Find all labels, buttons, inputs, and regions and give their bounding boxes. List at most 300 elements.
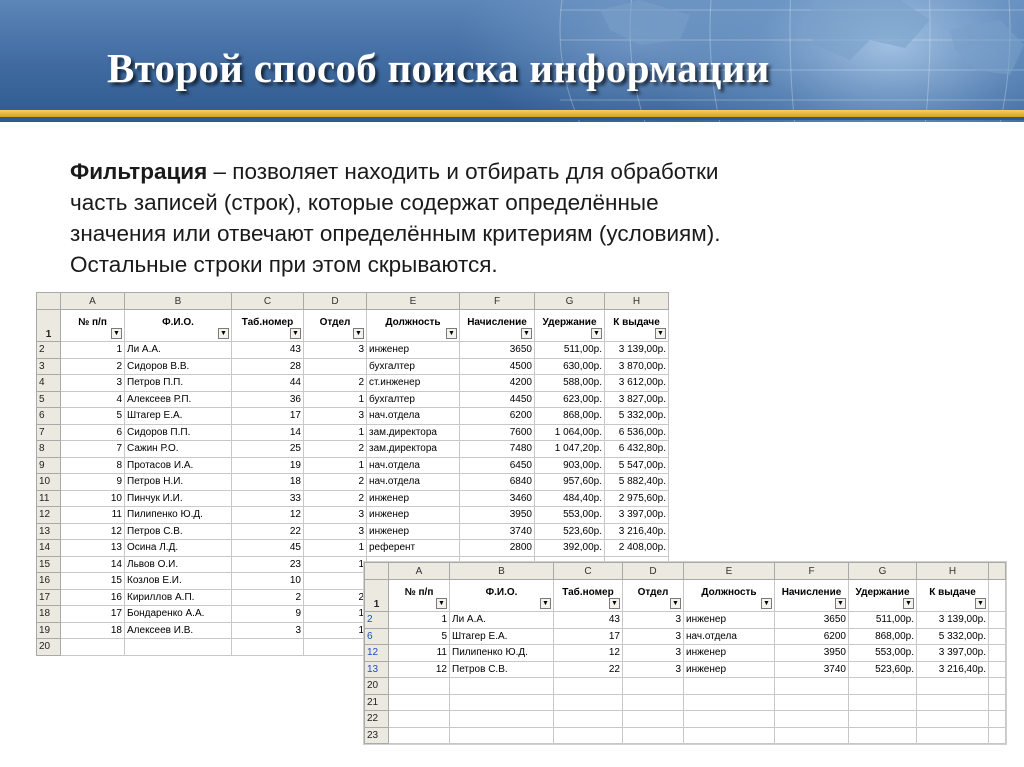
table-cell[interactable]: нач.отдела: [367, 474, 460, 491]
table-cell[interactable]: [61, 639, 125, 656]
table-cell[interactable]: 3: [623, 612, 684, 629]
column-header: [535, 310, 605, 342]
table-cell[interactable]: 11: [61, 507, 125, 524]
table-cell[interactable]: Пилипенко Ю.Д.: [450, 645, 554, 662]
table-cell[interactable]: 3 827,00р.: [605, 391, 669, 408]
table-cell[interactable]: 45: [232, 540, 304, 557]
paragraph-line-1-rest: – позволяет находить и отбирать для обработки: [207, 159, 719, 184]
table-cell[interactable]: 4200: [460, 375, 535, 392]
filter-dropdown-icon[interactable]: ▼: [353, 328, 364, 339]
table-cell[interactable]: Петров С.В.: [125, 523, 232, 540]
column-letter-b[interactable]: B: [450, 563, 554, 580]
row-number[interactable]: 3: [37, 358, 61, 375]
filter-dropdown-icon[interactable]: ▼: [290, 328, 301, 339]
table-cell[interactable]: [232, 639, 304, 656]
empty-cell[interactable]: [989, 612, 1006, 629]
row-number[interactable]: 1: [365, 580, 389, 612]
table-cell[interactable]: Протасов И.А.: [125, 457, 232, 474]
table-cell[interactable]: 11: [389, 645, 450, 662]
table-cell[interactable]: [389, 711, 450, 728]
table-cell[interactable]: Бондаренко А.А.: [125, 606, 232, 623]
table-cell[interactable]: 623,00р.: [535, 391, 605, 408]
table-cell[interactable]: 13: [61, 540, 125, 557]
table-cell[interactable]: 2 408,00р.: [605, 540, 669, 557]
table-cell[interactable]: [775, 711, 849, 728]
table-cell[interactable]: 484,40р.: [535, 490, 605, 507]
table-cell[interactable]: 28: [232, 358, 304, 375]
table-cell[interactable]: [554, 678, 623, 695]
table-cell[interactable]: [389, 694, 450, 711]
table-cell[interactable]: [917, 678, 989, 695]
row-number[interactable]: 20: [365, 678, 389, 695]
table-cell[interactable]: 7480: [460, 441, 535, 458]
table-cell[interactable]: 15: [61, 573, 125, 590]
table-cell[interactable]: нач.отдела: [367, 457, 460, 474]
table-cell[interactable]: [389, 727, 450, 744]
filter-dropdown-icon[interactable]: ▼: [761, 598, 772, 609]
table-cell[interactable]: 9: [232, 606, 304, 623]
column-letter-d[interactable]: D: [623, 563, 684, 580]
table-cell[interactable]: [775, 694, 849, 711]
column-letter-a[interactable]: A: [389, 563, 450, 580]
table-cell[interactable]: 9: [61, 474, 125, 491]
table-cell[interactable]: 3: [623, 645, 684, 662]
table-cell[interactable]: [849, 711, 917, 728]
table-cell[interactable]: [684, 678, 775, 695]
row-number[interactable]: 14: [37, 540, 61, 557]
table-cell[interactable]: 3 216,40р.: [605, 523, 669, 540]
table-cell[interactable]: [849, 678, 917, 695]
table-cell[interactable]: 3: [232, 622, 304, 639]
row-number[interactable]: 15: [37, 556, 61, 573]
column-letter-c[interactable]: C: [232, 293, 304, 310]
select-all-corner[interactable]: [365, 563, 389, 580]
table-cell[interactable]: [554, 711, 623, 728]
table-cell[interactable]: Петров Н.И.: [125, 474, 232, 491]
table-row: [37, 441, 669, 458]
table-cell[interactable]: [450, 678, 554, 695]
table-cell[interactable]: [450, 727, 554, 744]
filter-dropdown-icon[interactable]: ▼: [540, 598, 551, 609]
table-cell[interactable]: Ли А.А.: [125, 342, 232, 359]
table-cell[interactable]: 17: [554, 628, 623, 645]
table-cell[interactable]: 4500: [460, 358, 535, 375]
table-cell[interactable]: 4450: [460, 391, 535, 408]
table-cell[interactable]: 588,00р.: [535, 375, 605, 392]
filter-dropdown-icon[interactable]: ▼: [436, 598, 447, 609]
table-cell[interactable]: 868,00р.: [849, 628, 917, 645]
filter-dropdown-icon[interactable]: ▼: [975, 598, 986, 609]
table-cell[interactable]: инженер: [684, 612, 775, 629]
table-cell[interactable]: 3: [304, 408, 367, 425]
table-cell[interactable]: [304, 358, 367, 375]
table-cell[interactable]: 1: [61, 342, 125, 359]
banner-underline: [0, 117, 1024, 120]
column-header-label: Должность: [385, 317, 441, 328]
table-cell[interactable]: 19: [232, 457, 304, 474]
table-cell[interactable]: [554, 694, 623, 711]
row-number[interactable]: 10: [37, 474, 61, 491]
row-number[interactable]: 6: [365, 628, 389, 645]
table-cell[interactable]: [849, 727, 917, 744]
paragraph-line-1: [70, 156, 950, 187]
table-cell[interactable]: 3: [304, 342, 367, 359]
table-cell[interactable]: 2: [304, 441, 367, 458]
table-cell[interactable]: Кириллов А.П.: [125, 589, 232, 606]
table-cell[interactable]: 43: [232, 342, 304, 359]
column-header: [125, 310, 232, 342]
table-cell[interactable]: Алексеев Р.П.: [125, 391, 232, 408]
table-cell[interactable]: [623, 694, 684, 711]
table-cell[interactable]: 14: [61, 556, 125, 573]
table-cell[interactable]: Ли А.А.: [450, 612, 554, 629]
table-cell[interactable]: 17: [232, 408, 304, 425]
row-number[interactable]: 19: [37, 622, 61, 639]
empty-cell[interactable]: [989, 645, 1006, 662]
table-cell[interactable]: Сидоров В.В.: [125, 358, 232, 375]
row-number[interactable]: 5: [37, 391, 61, 408]
table-cell[interactable]: 3: [623, 628, 684, 645]
row-number[interactable]: 18: [37, 606, 61, 623]
empty-cell[interactable]: [989, 711, 1006, 728]
table-cell[interactable]: [684, 711, 775, 728]
table-cell[interactable]: 3950: [775, 645, 849, 662]
filter-dropdown-icon[interactable]: ▼: [111, 328, 122, 339]
table-cell[interactable]: 16: [61, 589, 125, 606]
column-header-label: К выдаче: [929, 587, 976, 598]
table-cell[interactable]: 6200: [460, 408, 535, 425]
table-cell[interactable]: 523,60р.: [849, 661, 917, 678]
table-cell[interactable]: 14: [232, 424, 304, 441]
column-header: [623, 580, 684, 612]
row-number[interactable]: 6: [37, 408, 61, 425]
column-header: [367, 310, 460, 342]
table-cell[interactable]: 5 882,40р.: [605, 474, 669, 491]
table-cell[interactable]: 1: [304, 556, 367, 573]
table-cell[interactable]: инженер: [367, 507, 460, 524]
column-header: [450, 580, 554, 612]
table-cell[interactable]: 5: [61, 408, 125, 425]
select-all-corner[interactable]: [37, 293, 61, 310]
table-cell[interactable]: 3: [304, 507, 367, 524]
table-row: [37, 474, 669, 491]
table-cell[interactable]: 18: [232, 474, 304, 491]
table-cell[interactable]: Козлов Е.И.: [125, 573, 232, 590]
table-row: [365, 661, 1006, 678]
column-header: [849, 580, 917, 612]
row-number[interactable]: 1: [37, 310, 61, 342]
table-cell[interactable]: 3: [304, 523, 367, 540]
table-cell[interactable]: Пинчук И.И.: [125, 490, 232, 507]
paragraph-line-4: Остальные строки при этом скрываются.: [70, 252, 498, 277]
empty-cell[interactable]: [989, 661, 1006, 678]
table-cell[interactable]: [684, 694, 775, 711]
table-cell[interactable]: 1: [389, 612, 450, 629]
column-letter-h[interactable]: H: [605, 293, 669, 310]
row-number[interactable]: 12: [37, 507, 61, 524]
table-cell[interactable]: 12: [61, 523, 125, 540]
column-header: [684, 580, 775, 612]
table-cell[interactable]: 957,60р.: [535, 474, 605, 491]
column-header-label: Таб.номер: [562, 587, 614, 598]
filter-dropdown-icon[interactable]: ▼: [903, 598, 914, 609]
table-cell[interactable]: [684, 727, 775, 744]
table-cell[interactable]: Штагер Е.А.: [125, 408, 232, 425]
table-header-row: [365, 580, 1006, 612]
table-cell[interactable]: зам.директора: [367, 441, 460, 458]
row-number[interactable]: 8: [37, 441, 61, 458]
row-number[interactable]: 23: [365, 727, 389, 744]
table-cell[interactable]: [623, 727, 684, 744]
table-cell[interactable]: 12: [389, 661, 450, 678]
table-cell[interactable]: 36: [232, 391, 304, 408]
empty-cell[interactable]: [989, 678, 1006, 695]
table-cell[interactable]: Львов О.И.: [125, 556, 232, 573]
table-cell[interactable]: 3 397,00р.: [917, 645, 989, 662]
table-cell[interactable]: инженер: [684, 661, 775, 678]
table-cell[interactable]: 3650: [775, 612, 849, 629]
table-cell[interactable]: [917, 727, 989, 744]
table-row: [37, 424, 669, 441]
column-letter-d[interactable]: D: [304, 293, 367, 310]
column-header: [554, 580, 623, 612]
column-letter-f[interactable]: F: [775, 563, 849, 580]
table-cell[interactable]: 6: [61, 424, 125, 441]
row-number[interactable]: 2: [365, 612, 389, 629]
row-number[interactable]: 11: [37, 490, 61, 507]
table-cell[interactable]: 25: [232, 441, 304, 458]
table-cell[interactable]: 3 216,40р.: [917, 661, 989, 678]
table-cell[interactable]: 3 139,00р.: [917, 612, 989, 629]
table-cell[interactable]: [304, 639, 367, 656]
table-cell[interactable]: 1: [304, 540, 367, 557]
table-cell[interactable]: 7: [61, 441, 125, 458]
table-row: [365, 678, 1006, 695]
row-number[interactable]: 7: [37, 424, 61, 441]
table-cell[interactable]: Алексеев И.В.: [125, 622, 232, 639]
table-cell[interactable]: 2: [304, 474, 367, 491]
table-cell[interactable]: [450, 711, 554, 728]
table-cell[interactable]: 3650: [460, 342, 535, 359]
table-cell[interactable]: 6 536,00р.: [605, 424, 669, 441]
table-cell[interactable]: 1 047,20р.: [535, 441, 605, 458]
table-cell[interactable]: 553,00р.: [849, 645, 917, 662]
table-cell[interactable]: Сидоров П.П.: [125, 424, 232, 441]
table-cell[interactable]: нач.отдела: [684, 628, 775, 645]
table-cell[interactable]: 868,00р.: [535, 408, 605, 425]
filter-dropdown-icon[interactable]: ▼: [446, 328, 457, 339]
column-header: [304, 310, 367, 342]
table-cell[interactable]: [554, 727, 623, 744]
table-cell[interactable]: бухгалтер: [367, 391, 460, 408]
row-number[interactable]: 13: [37, 523, 61, 540]
table-cell[interactable]: 630,00р.: [535, 358, 605, 375]
table-cell[interactable]: 4: [61, 391, 125, 408]
filter-dropdown-icon[interactable]: ▼: [591, 328, 602, 339]
table-cell[interactable]: зам.директора: [367, 424, 460, 441]
table-cell[interactable]: 23: [232, 556, 304, 573]
table-row: [37, 540, 669, 557]
table-cell[interactable]: [775, 678, 849, 695]
table-cell[interactable]: 18: [61, 622, 125, 639]
table-cell[interactable]: Петров С.В.: [450, 661, 554, 678]
table-cell[interactable]: [304, 573, 367, 590]
table-cell[interactable]: 3950: [460, 507, 535, 524]
table-cell[interactable]: 3 397,00р.: [605, 507, 669, 524]
column-letter-g[interactable]: G: [849, 563, 917, 580]
table-cell[interactable]: 22: [232, 523, 304, 540]
slide-title: Второй способ поиска информации: [107, 45, 770, 91]
column-letter-a[interactable]: A: [61, 293, 125, 310]
table-cell[interactable]: Пилипенко Ю.Д.: [125, 507, 232, 524]
table-row: [365, 612, 1006, 629]
empty-cell[interactable]: [989, 580, 1006, 612]
table-cell[interactable]: 12: [554, 645, 623, 662]
table-cell[interactable]: ст.инженер: [367, 375, 460, 392]
table-cell[interactable]: 392,00р.: [535, 540, 605, 557]
table-cell[interactable]: [125, 639, 232, 656]
filter-dropdown-icon[interactable]: ▼: [609, 598, 620, 609]
table-cell[interactable]: [450, 694, 554, 711]
column-header: [61, 310, 125, 342]
row-number[interactable]: 22: [365, 711, 389, 728]
column-letter-h[interactable]: H: [917, 563, 989, 580]
filter-dropdown-icon[interactable]: ▼: [835, 598, 846, 609]
column-letter-c[interactable]: C: [554, 563, 623, 580]
table-cell[interactable]: 3740: [460, 523, 535, 540]
table-cell[interactable]: 903,00р.: [535, 457, 605, 474]
table-cell[interactable]: [775, 727, 849, 744]
column-header: [460, 310, 535, 342]
table-cell[interactable]: бухгалтер: [367, 358, 460, 375]
row-number[interactable]: 2: [37, 342, 61, 359]
paragraph-line-2: часть записей (строк), которые содержат определённые: [70, 190, 659, 215]
table-cell[interactable]: 523,60р.: [535, 523, 605, 540]
column-header-label: К выдаче: [613, 317, 660, 328]
table-cell[interactable]: [623, 711, 684, 728]
table-cell[interactable]: 6 432,80р.: [605, 441, 669, 458]
filter-dropdown-icon[interactable]: ▼: [670, 598, 681, 609]
table-cell[interactable]: Сажин Р.О.: [125, 441, 232, 458]
table-cell[interactable]: 33: [232, 490, 304, 507]
column-letter-g[interactable]: G: [535, 293, 605, 310]
table-cell[interactable]: нач.отдела: [367, 408, 460, 425]
table-cell[interactable]: 2: [304, 589, 367, 606]
table-cell[interactable]: инженер: [367, 523, 460, 540]
column-letter-e[interactable]: E: [367, 293, 460, 310]
table-cell[interactable]: [623, 678, 684, 695]
table-cell[interactable]: референт: [367, 540, 460, 557]
table-cell[interactable]: 8: [61, 457, 125, 474]
table-cell[interactable]: 10: [232, 573, 304, 590]
row-number[interactable]: 21: [365, 694, 389, 711]
table-cell[interactable]: 17: [61, 606, 125, 623]
table-row: [37, 375, 669, 392]
table-cell[interactable]: 2: [232, 589, 304, 606]
row-number[interactable]: 9: [37, 457, 61, 474]
table-cell[interactable]: 1: [304, 391, 367, 408]
filter-dropdown-icon[interactable]: ▼: [218, 328, 229, 339]
empty-cell[interactable]: [989, 727, 1006, 744]
column-letter-e[interactable]: E: [684, 563, 775, 580]
table-cell[interactable]: 1: [304, 606, 367, 623]
table-cell[interactable]: 5 547,00р.: [605, 457, 669, 474]
table-cell[interactable]: 3 139,00р.: [605, 342, 669, 359]
table-cell[interactable]: [917, 711, 989, 728]
table-cell[interactable]: 12: [232, 507, 304, 524]
table-cell[interactable]: Штагер Е.А.: [450, 628, 554, 645]
row-number[interactable]: 13: [365, 661, 389, 678]
table-cell[interactable]: 6840: [460, 474, 535, 491]
table-cell[interactable]: 5: [389, 628, 450, 645]
table-cell[interactable]: 2 975,60р.: [605, 490, 669, 507]
column-header-label: Начисление: [467, 317, 527, 328]
table-cell[interactable]: 2800: [460, 540, 535, 557]
table-cell[interactable]: 6450: [460, 457, 535, 474]
table-cell[interactable]: 44: [232, 375, 304, 392]
table-cell[interactable]: 22: [554, 661, 623, 678]
table-cell[interactable]: инженер: [367, 342, 460, 359]
filter-dropdown-icon[interactable]: ▼: [655, 328, 666, 339]
table-cell[interactable]: 553,00р.: [535, 507, 605, 524]
table-cell[interactable]: [917, 694, 989, 711]
column-letter-extra[interactable]: [989, 563, 1006, 580]
empty-cell[interactable]: [989, 694, 1006, 711]
column-letter-b[interactable]: B: [125, 293, 232, 310]
table-cell[interactable]: 7600: [460, 424, 535, 441]
table-cell[interactable]: 511,00р.: [535, 342, 605, 359]
table-cell[interactable]: инженер: [367, 490, 460, 507]
table-cell[interactable]: 2: [304, 375, 367, 392]
table-cell[interactable]: 6200: [775, 628, 849, 645]
row-number[interactable]: 17: [37, 589, 61, 606]
column-letter-f[interactable]: F: [460, 293, 535, 310]
table-cell[interactable]: 1: [304, 457, 367, 474]
table-cell[interactable]: 43: [554, 612, 623, 629]
title-banner: [0, 0, 1024, 122]
table-cell[interactable]: Петров П.П.: [125, 375, 232, 392]
table-cell[interactable]: инженер: [684, 645, 775, 662]
row-number[interactable]: 20: [37, 639, 61, 656]
table-cell[interactable]: 1 064,00р.: [535, 424, 605, 441]
table-cell[interactable]: [389, 678, 450, 695]
column-header: [605, 310, 669, 342]
table-cell[interactable]: 10: [61, 490, 125, 507]
table-cell[interactable]: 3 612,00р.: [605, 375, 669, 392]
table-cell[interactable]: 3740: [775, 661, 849, 678]
filter-dropdown-icon[interactable]: ▼: [521, 328, 532, 339]
row-number[interactable]: 12: [365, 645, 389, 662]
table-cell[interactable]: 5 332,00р.: [917, 628, 989, 645]
row-number[interactable]: 16: [37, 573, 61, 590]
table-cell[interactable]: 3: [61, 375, 125, 392]
table-cell[interactable]: 5 332,00р.: [605, 408, 669, 425]
table-row: [365, 628, 1006, 645]
table-cell[interactable]: 3460: [460, 490, 535, 507]
row-number[interactable]: 4: [37, 375, 61, 392]
table-cell[interactable]: 3: [623, 661, 684, 678]
table-cell[interactable]: 3 870,00р.: [605, 358, 669, 375]
table-cell[interactable]: 2: [304, 490, 367, 507]
table-cell[interactable]: 511,00р.: [849, 612, 917, 629]
table-cell[interactable]: 1: [304, 622, 367, 639]
table-cell[interactable]: 2: [61, 358, 125, 375]
column-header-label: Отдел: [637, 587, 669, 598]
table-cell[interactable]: 1: [304, 424, 367, 441]
table-cell[interactable]: Осина Л.Д.: [125, 540, 232, 557]
empty-cell[interactable]: [989, 628, 1006, 645]
table-cell[interactable]: [849, 694, 917, 711]
